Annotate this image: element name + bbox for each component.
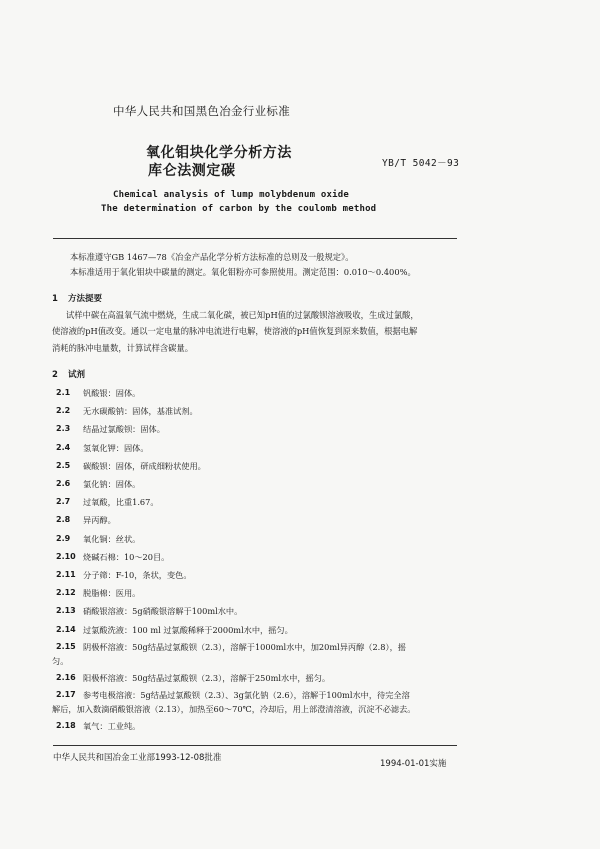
reagent-item-number: 2.11 bbox=[56, 569, 76, 579]
reagent-item bbox=[56, 493, 466, 511]
reagent-item-text: 过氧酸，比重1.67。 bbox=[83, 497, 159, 508]
reagent-item-number: 2.2 bbox=[56, 406, 71, 416]
reagent-item-text: 无水碳酸钠：固体，基准试剂。 bbox=[83, 406, 198, 417]
reagent-item bbox=[56, 530, 466, 548]
reagent-item bbox=[56, 620, 466, 638]
reagent-item-number: 2.5 bbox=[56, 460, 71, 470]
reagent-item-text: 氧化铜：丝状。 bbox=[83, 533, 141, 544]
reagent-item bbox=[56, 566, 466, 584]
section-1-line-2: 使溶液的pH值改变。通以一定电量的脉冲电流进行电解，使溶液的pH值恢复到原来数值，根据电解 bbox=[52, 326, 418, 336]
reagent-item bbox=[56, 402, 466, 420]
reagent-item-text: 阳极杯溶液：50g结晶过氯酸钡（2.3），溶解于250ml水中，摇匀。 bbox=[83, 672, 331, 683]
reagent-item-number: 2.12 bbox=[56, 588, 76, 598]
reagent-item-text: 参考电极溶液：5g结晶过氯酸钡（2.3）、3g氯化钠（2.6），溶解于100ml水中，待完全溶 bbox=[83, 689, 410, 700]
effective-date: 1994-01-01实施 bbox=[380, 759, 447, 769]
section-2-title: 试剂 bbox=[68, 370, 86, 380]
reagent-item-number: 2.7 bbox=[56, 497, 71, 507]
title-cn-line2: 库仑法测定碳 bbox=[148, 163, 236, 179]
reagent-item bbox=[56, 548, 466, 566]
section-1-title: 方法提要 bbox=[68, 294, 103, 304]
title-en-line2: The determination of carbon by the coulomb method bbox=[101, 204, 377, 214]
reagent-item-number: 2.8 bbox=[56, 515, 71, 525]
reagent-item bbox=[56, 475, 466, 493]
reagent-item-number: 2.10 bbox=[56, 551, 76, 561]
reagent-item-number: 2.17 bbox=[56, 689, 76, 699]
reagent-item-text: 阴极杯溶液：50g结晶过氯酸钡（2.3），溶解于1000ml水中，加20ml异丙醇（2.8），摇 bbox=[83, 641, 406, 652]
intro-line-2: 本标准适用于氧化钼块中碳量的测定。氧化钼粉亦可参照使用。测定范围：0.010～0.400%。 bbox=[70, 267, 416, 277]
reagent-item-continuation: 解后，加入数滴硝酸银溶液（2.13），加热至60～70℃，冷却后，用上部澄清溶液，沉淀不必滤去。 bbox=[52, 703, 416, 714]
reagent-item-text: 烧碱石棉：10～20目。 bbox=[83, 551, 170, 562]
reagent-item-text: 氧气：工业纯。 bbox=[83, 720, 141, 731]
standard-type-heading: 中华人民共和国黑色冶金行业标准 bbox=[113, 104, 290, 118]
reagent-item-continuation: 匀。 bbox=[52, 655, 69, 666]
reagent-item-number: 2.18 bbox=[56, 720, 76, 730]
reagent-item-number: 2.9 bbox=[56, 533, 71, 543]
reagent-item bbox=[56, 457, 466, 475]
reagent-item-text: 分子筛：F-10，条状，变色。 bbox=[83, 569, 192, 580]
approval-line: 中华人民共和国冶金工业部1993-12-08批准 bbox=[53, 753, 222, 763]
reagent-item-number: 2.13 bbox=[56, 606, 76, 616]
reagent-item bbox=[52, 640, 466, 668]
reagent-item-text: 硝酸银溶液：5g硝酸银溶解于100ml水中。 bbox=[83, 606, 243, 617]
section-1-line-1: 试样中碳在高温氧气流中燃烧，生成二氧化碳，被已知pH值的过氯酸钡溶液吸收，生成过氯酸， bbox=[66, 310, 419, 320]
reagent-item bbox=[52, 688, 466, 716]
reagent-list bbox=[52, 384, 466, 735]
reagent-item-number: 2.15 bbox=[56, 641, 76, 651]
reagent-item bbox=[56, 602, 466, 620]
reagent-item bbox=[56, 420, 466, 438]
standard-code: YB/T 5042－93 bbox=[382, 158, 460, 169]
reagent-item-text: 钒酸银：固体。 bbox=[83, 388, 141, 399]
reagent-item-text: 结晶过氯酸钡：固体。 bbox=[83, 424, 165, 435]
top-divider bbox=[53, 238, 457, 239]
reagent-item-number: 2.4 bbox=[56, 442, 71, 452]
reagent-item-number: 2.14 bbox=[56, 624, 76, 634]
bottom-divider bbox=[53, 745, 457, 746]
reagent-item-text: 脱脂棉：医用。 bbox=[83, 588, 141, 599]
intro-line-1: 本标准遵守GB 1467—78《冶金产品化学分析方法标准的总则及一般规定》。 bbox=[70, 252, 354, 262]
section-1-heading bbox=[52, 292, 102, 304]
reagent-item bbox=[56, 384, 466, 402]
reagent-item-text: 氯化钠：固体。 bbox=[83, 479, 141, 490]
reagent-item bbox=[56, 511, 466, 529]
reagent-item-text: 过氯酸洗液：100 ml 过氯酸稀释于2000ml水中，摇匀。 bbox=[83, 624, 293, 635]
reagent-item-text: 氢氧化钾：固体。 bbox=[83, 442, 149, 453]
reagent-item-number: 2.6 bbox=[56, 479, 71, 489]
reagent-item bbox=[56, 439, 466, 457]
section-1-line-3: 消耗的脉冲电量数，计算试样含碳量。 bbox=[52, 343, 194, 353]
reagent-item bbox=[56, 717, 466, 735]
reagent-item-number: 2.3 bbox=[56, 424, 71, 434]
reagent-item bbox=[56, 669, 466, 687]
reagent-item-text: 异丙醇。 bbox=[83, 515, 116, 526]
section-2-heading bbox=[52, 368, 85, 380]
reagent-item-text: 碳酸钡：固体，研成细粉状使用。 bbox=[83, 460, 206, 471]
title-en-line1: Chemical analysis of lump molybdenum oxide bbox=[113, 190, 349, 200]
reagent-item-number: 2.1 bbox=[56, 388, 71, 398]
reagent-item bbox=[56, 584, 466, 602]
section-1-number: 1 bbox=[52, 294, 58, 304]
reagent-item-number: 2.16 bbox=[56, 672, 76, 682]
title-cn-line1: 氧化钼块化学分析方法 bbox=[146, 145, 292, 161]
section-2-number: 2 bbox=[52, 370, 58, 380]
